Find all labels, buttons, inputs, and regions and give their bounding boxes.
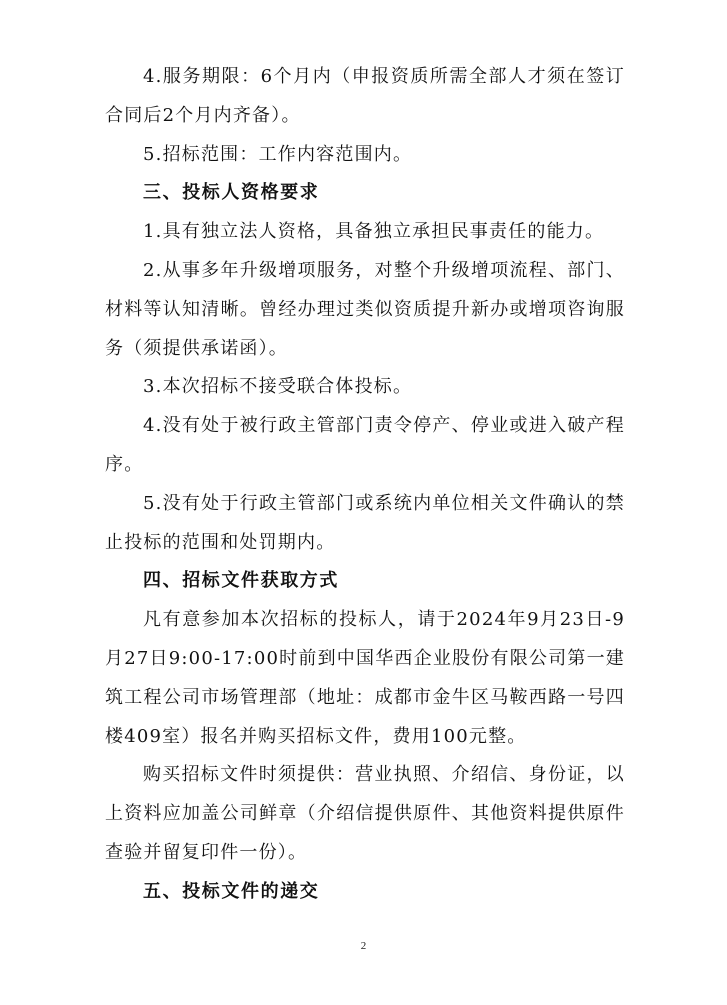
- section-heading-bid-submission: 五、投标文件的递交: [143, 880, 320, 902]
- section-heading-document-acquisition: 四、招标文件获取方式: [143, 570, 339, 592]
- page-number: 2: [360, 940, 367, 952]
- paragraph-tender-scope: 5.招标范围：工作内容范围内。: [143, 143, 413, 165]
- paragraph-service-period: 4.服务期限：6个月内（申报资质所需全部人才须在签订合同后2个月内齐备）。: [105, 66, 625, 126]
- document-body: [105, 58, 625, 912]
- paragraph-qualification-1: 1.具有独立法人资格，具备独立承担民事责任的能力。: [143, 221, 605, 243]
- paragraph-qualification-5: 5.没有处于行政主管部门或系统内单位相关文件确认的禁止投标的范围和处罚期内。: [105, 492, 625, 553]
- section-heading-bidder-qualifications: 三、投标人资格要求: [143, 182, 320, 204]
- paragraph-acquisition-details: 凡有意参加本次招标的投标人，请于2024年9月23日-9月27日9:00-17:00时前到中国华西企业股份有限公司第一建筑工程公司市场管理部（地址：成都市金牛区马鞍西路一号四楼409室）报名并购买招标文件，费用100元整。: [105, 609, 625, 747]
- paragraph-qualification-3: 3.本次招标不接受联合体投标。: [143, 376, 413, 398]
- paragraph-purchase-requirements: 购买招标文件时须提供：营业执照、介绍信、身份证，以上资料应加盖公司鲜章（介绍信提供原件、其他资料提供原件查验并留复印件一份）。: [105, 764, 625, 863]
- paragraph-qualification-4: 4.没有处于被行政主管部门责令停产、停业或进入破产程序。: [105, 415, 625, 475]
- paragraph-qualification-2: 2.从事多年升级增项服务，对整个升级增项流程、部门、材料等认知清晰。曾经办理过类似资质提升新办或增项咨询服务（须提供承诺函）。: [105, 259, 625, 359]
